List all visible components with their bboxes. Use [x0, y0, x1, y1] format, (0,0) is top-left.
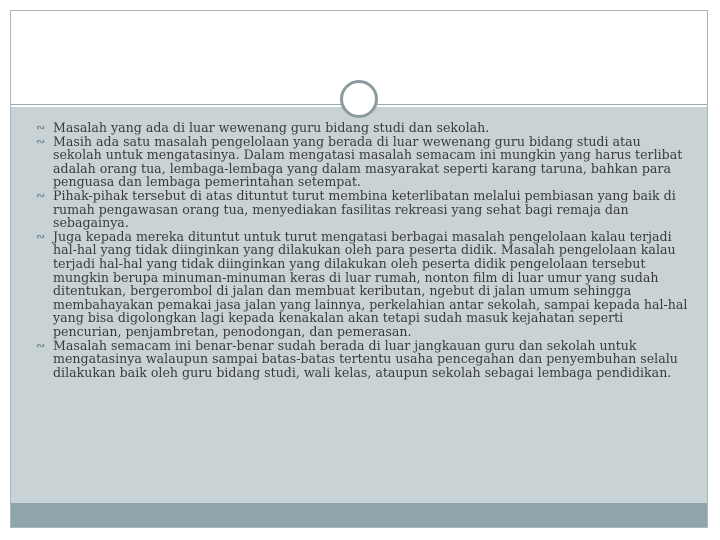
wave-bullet-icon: ∾ [36, 188, 46, 202]
bullet-list [36, 121, 688, 379]
wave-bullet-icon: ∾ [36, 338, 46, 352]
circle-ornament-icon [340, 80, 378, 118]
wave-bullet-icon: ∾ [36, 229, 46, 243]
bullet-text: Juga kepada mereka dituntut untuk turut mengatasi berbagai masalah pengelolaan kalau terjadi hal-hal yang tidak diinginkan yang dilakukan oleh para peserta didik. Masalah pengelolaan kalau terjadi hal-hal yang tidak diinginkan yang dilakukan oleh peserta didik pengelolaan tersebut mungkin berupa minuman-minuman keras di luar rumah, nonton film di luar umur yang sudah ditentukan, bergerombol di jalan dan membuat keributan, ngebut di jalan umum sehingga membahayakan pemakai jasa jalan yang lainnya, perkelahian antar sekolah, sampai kepada hal-hal yang bisa digolongkan lagi kepada kenakalan akan tetapi sudah masuk kejahatan seperti pencurian, penjambretan, penodongan, dan pemerasan. [53, 228, 688, 339]
footer-band [11, 503, 707, 527]
bullet-item [36, 189, 688, 230]
bullet-item [36, 121, 688, 135]
wave-bullet-icon: ∾ [36, 134, 46, 148]
bullet-text: Masih ada satu masalah pengelolaan yang berada di luar wewenang guru bidang studi atau sekolah untuk mengatasinya. Dalam mengatasi masalah semacam ini mungkin yang harus terlibat adalah orang tua, lembaga-lembaga yang dalam masyarakat seperti karang taruna, bahkan para penguasa dan lembaga pemerintahan setempat. [53, 133, 683, 190]
wave-bullet-icon: ∾ [36, 121, 46, 134]
bullet-text: Pihak-pihak tersebut di atas dituntut turut membina keterlibatan melalui pembiasan yang baik di rumah pengawasan orang tua, menyediakan fasilitas rekreasi yang sehat bagi remaja dan sebagainya. [53, 187, 676, 231]
bullet-text: Masalah yang ada di luar wewenang guru bidang studi dan sekolah. [53, 120, 490, 135]
bullet-text: Masalah semacam ini benar-benar sudah berada di luar jangkauan guru dan sekolah untuk mengatasinya walaupun sampai batas-batas tertentu usaha pencegahan dan penyembuhan selalu dilakukan baik oleh guru bidang studi, wali kelas, ataupun sekolah sebagai lembaga pendidikan. [53, 337, 678, 380]
bullet-item [36, 230, 688, 339]
bullet-item [36, 339, 688, 380]
bullet-item [36, 135, 688, 189]
